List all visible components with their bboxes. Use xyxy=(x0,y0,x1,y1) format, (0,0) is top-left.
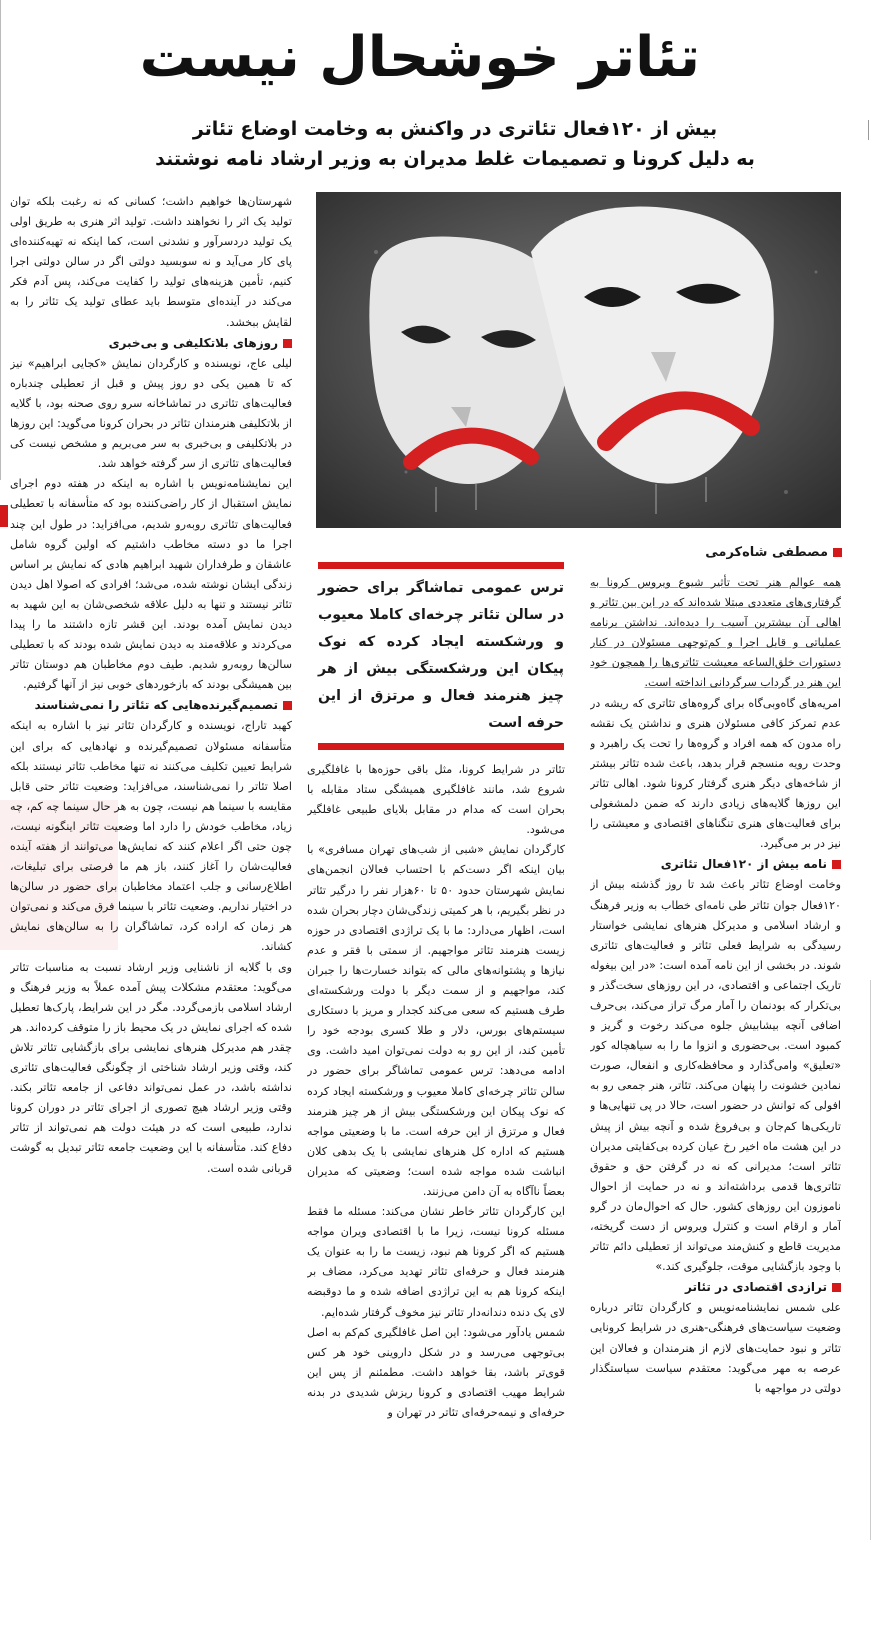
paragraph: این کارگردان تئاتر خاطر نشان می‌کند: مسئله ما فقط مسئله کرونا نیست، زیرا ما با اقتصادی ویران مواجه هستیم که اگر کرونا هم نبود، زیست ما را به عنوان یک هنرمند فعال و حرفه‌ای تئاتر تهدید می‌کرد، مضاف بر اینکه کرونا هم به این تراژدی اضافه شده و ما دوقبضه لای یک دنده دندانه‌دار تئاتر نیز مخوف گرفتار شده‌ایم. xyxy=(307,1205,565,1319)
column-right xyxy=(590,573,841,1623)
red-square-icon xyxy=(283,339,292,348)
paragraph: تئاتر در شرایط کرونا، مثل باقی حوزه‌ها با غافلگیری شروع شد، مانند غافلگیری همیشگی ستاد مقابله با بحران است که مدام در مقابل بلایای طبیعی غافلگیر می‌شود. xyxy=(307,763,565,837)
section-heading-text: ترازدی اقتصادی در تئاتر xyxy=(685,1280,827,1295)
red-square-icon xyxy=(833,548,842,557)
paragraph: شهرستان‌ها خواهیم داشت؛ کسانی که نه رغبت بلکه توان تولید یک اثر را نخواهند داشت. تولید اثر هنری به طریق اولی یک تولید دردسرآور و نشدنی است، کما اینکه نه تهیه‌کننده‌ای پای کار می‌آید و نه سوبسید دولتی اگر در سالن دولتی اجرا کنیم، تأمین هزینه‌های تولید را کفایت می‌کند، پس آدم فکر می‌کند در آینده‌ای متوسط باید عطای تولید یک تئاتر را به لقایش ببخشد. xyxy=(10,195,292,329)
edge-red-mark xyxy=(0,505,8,527)
red-square-icon xyxy=(283,701,292,710)
paragraph: وی با گلایه از ناشنایی وزیر ارشاد نسبت به مناسبات تئاتر می‌گوید: معتقدم مشکلات پیش آمده عملاً به وزیر فرهنگ و ارشاد اسلامی بازمی‌گردد. مگر در این شرایط، پارک‌ها تعطیل شده که اجرای نمایش در یک محیط باز را متوقف کرده‌اند. هر چقدر هم مدیرکل هنرهای نمایشی برای بازگشایی تئاتر تلاش کند، وقتی وزیر ارشاد شناختی از چگونگی فعالیت‌های تئاتری نداشته باشد، در عمل نمی‌تواند دفاعی از جامعه تئاتر بکند. وقتی وزیر ارشاد هیچ تصوری از اجرای تئاتر در دوران کرونا ندارد، طبیعی است که در هیئت دولت هم نمی‌تواند از تئاتر دفاع کند. متأسفانه با این وضعیت جامعه تئاتر تبدیل به گوشت قربانی شده است. xyxy=(10,960,292,1175)
paragraph: شمس یادآور می‌شود: این اصل غافلگیری کم‌کم به اصل بی‌توجهی می‌رسد و در شکل داروینی خود هر کس قوی‌تر باشد، بقا خواهد داشت. مطمئنم از پس این شرایط مهیب اقتصادی و کرونا ریزش شدیدی در بدنه حرفه‌ای و نیمه‌حرفه‌ای تئاتر در تهران و xyxy=(307,1325,565,1419)
masks-photo xyxy=(316,192,841,528)
paragraph: علی شمس نمایشنامه‌نویس و کارگردان تئاتر درباره وضعیت سیاست‌های فرهنگی-هنری در شرایط کرونایی تئاتر و نبود حمایت‌های لازم از هنرمندان و فعالان این عرصه به مهر می‌گوید: معتقدم سیاست سیاستگذار دولتی در مواجهه با xyxy=(590,1301,841,1395)
left-edge-rule xyxy=(0,0,1,480)
subhead xyxy=(150,114,760,174)
section-heading xyxy=(661,857,841,871)
masks-graffiti-image xyxy=(316,192,841,528)
paragraph: لیلی عاج، نویسنده و کارگردان نمایش «کجایی ابراهیم» نیز که تا همین یکی دو روز پیش و قبل از تعطیلی چندباره فعالیت‌های تئاتری در تماشاخانه سرو روی صحنه بود، با گلایه از بلاتکلیفی هنرمندان تئاتر در بحران کرونا می‌گوید: این روزها در بلاتکلیفی و بی‌خبری به سر می‌بریم و مشخص نیست کی فعالیت‌های تئاتری از سر گرفته خواهد شد. xyxy=(10,356,292,471)
subhead-line-1: بیش از ۱۲۰فعال تئاتری در واکنش به وخامت اوضاع تئاتر xyxy=(192,118,718,140)
paragraph: امریه‌های گاه‌وبی‌گاه برای گروه‌های تئاتری که ریشه در عدم تمرکز کافی مسئولان هنری و نداشتن یک نقشه راه مدون که همه افراد و گروه‌ها را تحت یک راهبرد و وحدت رویه منسجم قرار بدهد، باعث شده تئاتر بیشتر از شاخه‌های دیگر هنری گرفتار کرونا شود. اهالی تئاتر این روزها گلایه‌های زیادی دارند که ضمن دلمشغولی برای فعالیت‌های هنری تنگناهای اقتصادی و معیشتی را نیز در بر می‌گیرد. xyxy=(590,696,841,851)
quote-bottom-bar xyxy=(318,743,564,750)
paragraph: این نمایشنامه‌نویس با اشاره به اینکه در هفته دوم اجرای نمایش استقبال از کار راضی‌کننده بود که متأسفانه با تعطیلی فعالیت‌های تئاتری روبه‌رو شدیم، می‌افزاید: در طول این چند اجرا ما دو دسته مخاطب داشتیم که اولین گروه شامل عاشقان و طرفداران شهید ابراهیم هادی که نمایش بر اساس زندگی ایشان نوشته شده، می‌شد؛ افرادی که اصولا اهل دیدن تئاتر نیستند و تنها به دلیل علاقه شخصی‌شان به این شهید به دیدن نمایش آمده بودند. این قشر تازه داشتند ما را پیدا می‌کردند و علاقه‌مند به دیدن نمایش شده بودند که با تعطیلی سالن‌ها روبه‌رو شدیم. طیف دوم مخاطبان هم دوستان تئاتر بین همیشگی بودند که بازخوردهای خوبی نیز از آنها گرفتیم. xyxy=(10,477,292,692)
byline xyxy=(600,545,842,560)
section-heading xyxy=(685,1280,841,1294)
paragraph: کهبد تاراج، نویسنده و کارگردان تئاتر نیز با اشاره به اینکه متأسفانه مسئولان تصمیم‌گیرنده و نهادهایی که برای این شرایط تعیین تکلیف می‌کنند نه تنها مخاطب تئاتر نیستند بلکه اصلا تئاتر را نمی‌شناسند، می‌افزاید: وضعیت تئاتر حتی قابل مقایسه با سینما هم نیست، چون به هر حال سینما چه کم، چه زیاد، مخاطب خودش را دارد اما وضعیت تئاتر اینگونه نیست، چون حتی اگر اعلام کنند که نمایش‌ها می‌توانند از هفته آینده فعالیت‌شان را آغاز کنند، باز هم ما فرصتی برای تبلیغات، اطلاع‌رسانی و جلب اعتماد مخاطبان برای حضور در سالن‌ها در اختیار نداریم. وضعیت تئاتر با سینما فرق می‌کند و نمی‌توان هر زمان که اراده کرد، تماشاگران را به سالن‌های نمایش کشاند. xyxy=(10,719,292,954)
pull-quote xyxy=(318,562,564,750)
byline-text: مصطفی شاه‌کرمی xyxy=(705,545,828,560)
headline: تئاتر خوشحال نیست xyxy=(139,25,700,90)
paragraph: وخامت اوضاع تئاتر باعث شد تا روز گذشته بیش از ۱۲۰فعال جوان تئاتر طی نامه‌ای خطاب به وزیر فرهنگ و ارشاد اسلامی و مدیرکل هنرهای نمایشی خواستار رسیدگی به شرایط فعلی تئاتر و فعالیت‌های تئاتری شوند. در بخشی از این نامه آمده است: «در این بیغوله تاریک اجتماعی و اقتصادی، در این روزهای سخت‌گذر و بی‌تکرار که بودنمان را آمار مرگ تراز می‌کند، بی‌حرف اضافی آنچه بیشابیش جلوه می‌کند رخوت و گریز و کمبود است. بی‌حضوری و انزوا ما را به سیاهچاله کور «تعلیق» وامی‌گذارد و محافظه‌کاری و انفعال، صورت نمادین خشونت را پنهان می‌کند. تئاتر، هنر جمعی رو به افولی که توانش در حضور است، حالا در پی تنهایی‌ها و تاریکی‌ها کم‌جان و بی‌فروغ شده و آنچه بیش از پیش در این هشت ماه اخیر رخ عیان کرده بی‌کفایتی مدیران تئاتر است؛ مدیرانی که نه در گرفتن حق و حقوق تئاتری‌ها قدمی برداشته‌اند و نه در حمایت از احوال ناموزون این روزهای کشور. حال که احوال‌مان در گرو آمار و ارقام است و کنترل ویروس از دست گریخته، مدیریت قاطع و کنش‌مند می‌تواند از تعطیلی دائم تئاتر با وجود بازگشایی موقت، جلوگیری کند.» xyxy=(590,878,841,1274)
quote-top-bar xyxy=(318,562,564,569)
section-heading xyxy=(35,698,292,712)
section-heading-text: تصمیم‌گیرنده‌هایی که تئاتر را نمی‌شناسند xyxy=(34,698,278,713)
section-heading-text: روزهای بلاتکلیفی و بی‌خبری xyxy=(108,335,278,350)
column-left xyxy=(10,192,292,1612)
red-square-icon xyxy=(832,860,841,869)
paragraph: کارگردان نمایش «شبی از شب‌های تهران مسافری» با بیان اینکه اگر دست‌کم با احتساب فعالان انجمن‌های نمایش شهرستان حدود ۵۰ تا ۶۰هزار نفر را درگیر تئاتر در نظر بگیریم، با هر کمیتی زندگی‌شان دچار بحران شده است، اظهار می‌دارد: ما با یک تراژدی اقتصادی در حوزه زیست هنرمند تئاتر مواجهیم. از سمتی با فقر و عدم نیازها و پشتوانه‌های مالی که بتواند خسارت‌ها را جبران کند، مواجهیم و از سمت دیگر با دولت ورشکسته‌ای طرف هستیم که سعی می‌کند کجدار و مریز با دستکاری سیستم‌های بورس، دلار و طلا کسری بودجه خود را تأمین کند، از این رو به دولت نمی‌توان امید داشت. وی ادامه می‌دهد: ترس عمومی تماشاگر برای حضور در سالن تئاتر چرخه‌ای کاملا معیوب و ورشکسته ایجاد کرده که نوک پیکان این ورشکستگی بیش از هر چیز هنرمند فعال و مرتزق از این حرفه است. ما با وضعیتی مواجه هستیم که اداره کل هنرهای نمایشی با یک بدهی کلان انباشت شده مواجه شده است؛ وضعیتی که مدیران بعضاً ناآگاه به آن دامن می‌زنند. xyxy=(307,843,565,1198)
right-edge-tick xyxy=(868,120,869,140)
pull-quote-text: ترس عمومی تماشاگر برای حضور در سالن تئاتر چرخه‌ای کاملا معیوب و ورشکسته ایجاد کرده که نوک پیکان این ورشکستگی بیش از هر چیز هنرمند فعال و مرتزق از این حرفه است xyxy=(318,580,564,731)
right-column-rule xyxy=(870,980,871,1540)
red-square-icon xyxy=(832,1283,841,1292)
section-heading xyxy=(109,336,292,350)
column-middle xyxy=(307,760,565,1620)
section-heading-text: نامه بیش از ۱۲۰فعال تئاتری xyxy=(660,857,827,872)
lead-paragraph: همه عوالم هنر تحت تأثیر شیوع ویروس کرونا به گرفتاری‌های متعددی مبتلا شده‌اند که در این بین تئاتر و اهالی آن بیشترین آسیب را دیده‌اند. نداشتن برنامه عملیاتی و قابل اجرا و کم‌توجهی مسئولان در کنار دستورات خلق‌الساعه معیشت تئاتری‌ها را همچون خود این هنر در گرداب سرگردانی انداخته است. xyxy=(590,576,841,690)
subhead-line-2: به دلیل کرونا و تصمیمات غلط مدیران به وزیر ارشاد نامه نوشتند xyxy=(155,148,755,170)
